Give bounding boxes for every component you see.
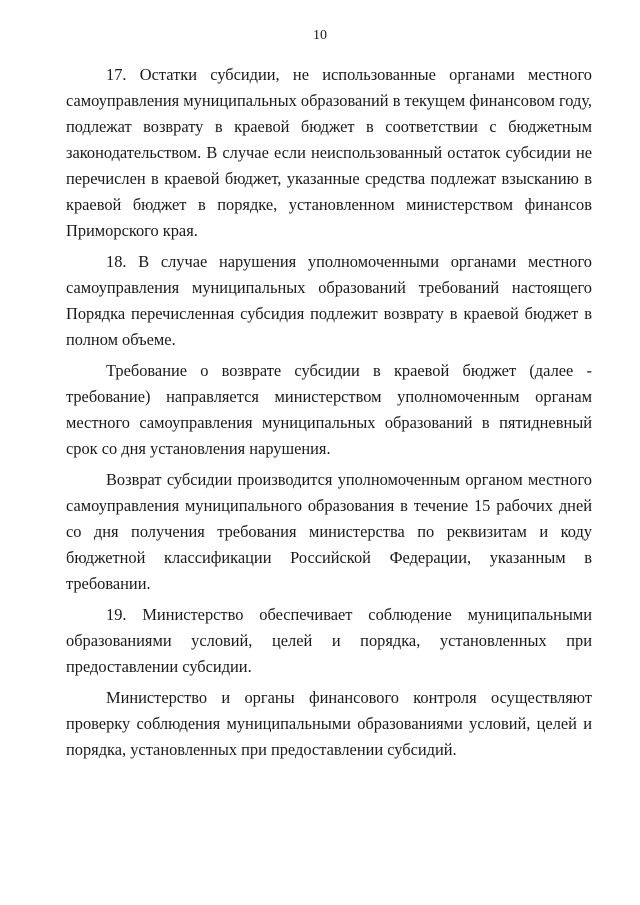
- paragraph-refund-requirement: Требование о возврате субсидии в краевой бюджет (далее - требование) направляется министерством уполномоченным органам местного самоуправления муниципальных образований в пятидневный срок со дня установления нарушения.: [66, 361, 592, 458]
- paragraph-item-18: 18. В случае нарушения уполномоченными органами местного самоуправления муниципальных образований требований настоящего Порядка перечисленная субсидия подлежит возврату в краевой бюджет в полном объеме.: [66, 252, 592, 349]
- page-number: 10: [313, 28, 327, 43]
- paragraph-financial-control: Министерство и органы финансового контроля осуществляют проверку соблюдения муниципальными образованиями условий, целей и порядка, установленных при предоставлении субсидий.: [66, 688, 592, 759]
- document-body: [66, 62, 592, 768]
- paragraph-item-19: 19. Министерство обеспечивает соблюдение муниципальными образованиями условий, целей и порядка, установленных при предоставлении субсидии.: [66, 605, 592, 676]
- paragraph-item-17: 17. Остатки субсидии, не использованные органами местного самоуправления муниципальных образований в текущем финансовом году, подлежат возврату в краевой бюджет в соответствии с бюджетным законодательством. В случае если неиспользованный остаток субсидии не перечислен в краевой бюджет, указанные средства подлежат взысканию в краевой бюджет в порядке, установленном министерством финансов Приморского края.: [66, 65, 592, 240]
- paragraph-refund-procedure: Возврат субсидии производится уполномоченным органом местного самоуправления муниципального образования в течение 15 рабочих дней со дня получения требования министерства по реквизитам и коду бюджетной классификации Российской Федерации, указанным в требовании.: [66, 470, 592, 593]
